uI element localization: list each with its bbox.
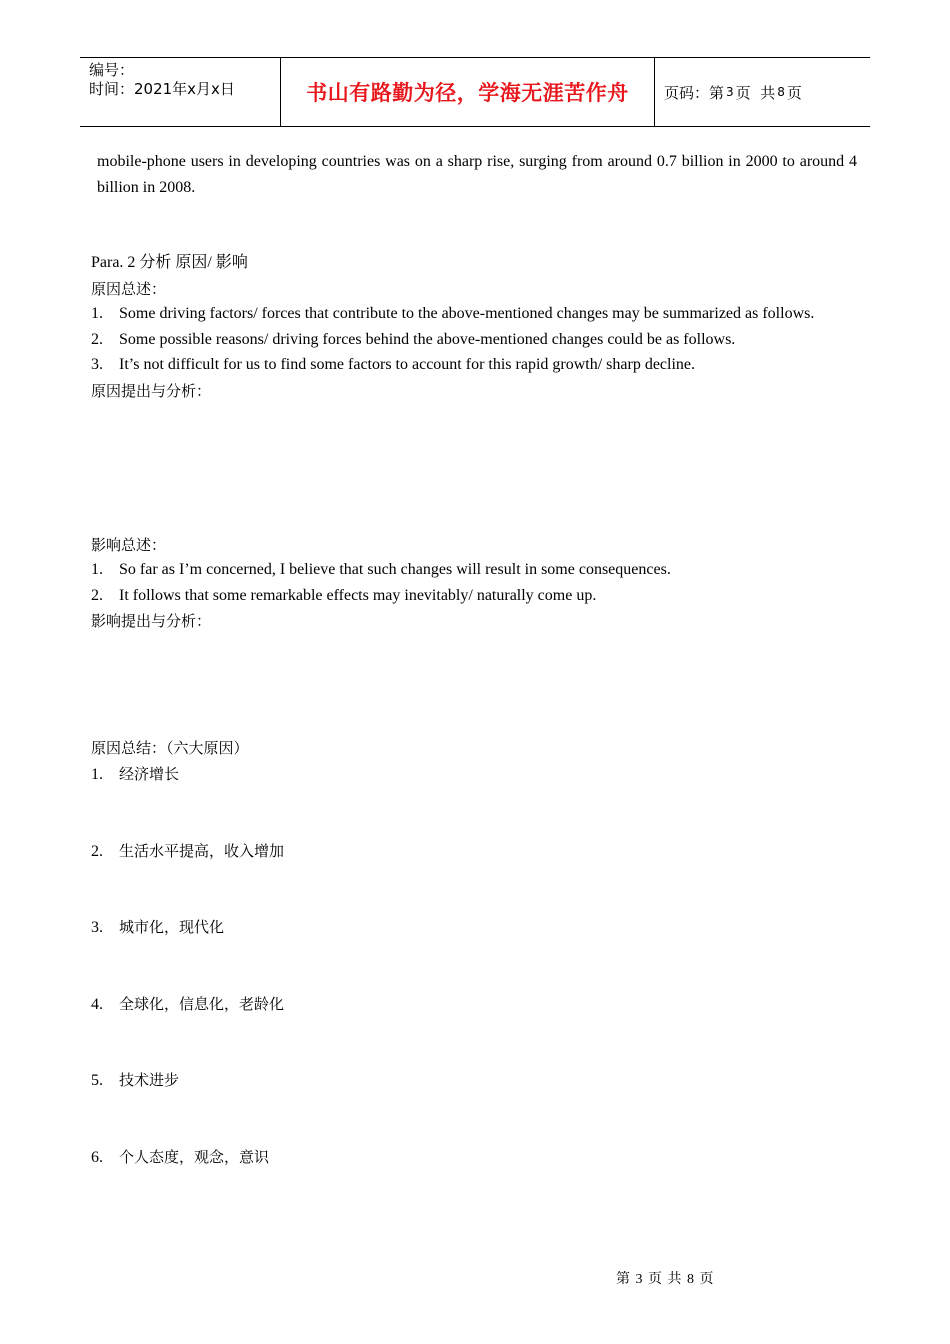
cause-item-text: 全球化，信息化，老龄化 [119,995,285,1013]
cause-item [91,1146,269,1169]
list-number: 3. [91,356,103,373]
cause-item-text: 技术进步 [119,1071,180,1089]
page-header [80,57,870,127]
list-number: 4. [91,996,103,1013]
cause-item-text: 经济增长 [119,765,180,783]
cause-item [91,840,284,863]
list-number: 5. [91,1072,103,1089]
list-number: 1. [91,305,103,322]
cause-item-text: 个人态度，观念，意识 [119,1148,270,1166]
page-suffix: 页 [786,83,802,102]
code-label: 编号： [89,61,135,79]
intro-paragraph: mobile-phone users in developing countries was on a sharp rise, surging from around 0.7 billion in 2000 to around 4 billion in 2008. [97,153,857,196]
cause-summary-item [91,354,695,376]
effect-analysis-title: 影响提出与分析： [91,612,212,630]
cause-item [91,1069,179,1092]
header-motto: 书山有路勤为径，学海无涯苦作舟 [281,58,655,126]
list-number: 2. [91,843,103,860]
list-number: 6. [91,1149,103,1166]
cause-summary-item [91,303,814,325]
cause-item [91,916,224,939]
cause-item [91,763,179,786]
effect-summary-title: 影响总述： [91,536,167,554]
effect-summary-text: It follows that some remarkable effects may inevitably/ naturally come up. [119,587,597,604]
list-number: 1. [91,561,103,578]
time-label: 时间：2021年x月x日 [89,80,235,98]
header-page-number [655,58,870,126]
cause-summary-text: Some driving factors/ forces that contribute to the above-mentioned changes may be summarized as follows. [119,305,815,322]
cause-summary-text: Some possible reasons/ driving forces behind the above-mentioned changes could be as follows. [119,331,736,348]
cause-summary-text: It’s not difficult for us to find some factors to account for this rapid growth/ sharp decline. [119,356,696,373]
header-meta [80,58,281,126]
page-prefix: 页码：第 [664,83,725,102]
cause-conclusion-title: 原因总结：（六大原因） [91,739,249,757]
list-number: 2. [91,587,103,604]
list-number: 1. [91,766,103,783]
page-mid: 页 共 [735,83,776,102]
page-current: 3 [726,85,734,99]
effect-summary-item [91,559,671,581]
cause-item [91,993,284,1016]
cause-analysis-title: 原因提出与分析： [91,382,212,400]
list-number: 3. [91,919,103,936]
page-total: 8 [777,85,785,99]
cause-item-text: 城市化，现代化 [119,918,225,936]
para2-title [91,252,248,274]
effect-summary-text: So far as I’m concerned, I believe that such changes will result in some consequences. [119,561,671,578]
cause-summary-title: 原因总述： [91,280,167,298]
list-number: 2. [91,331,103,348]
para2-title-text: Para. 2 分析 原因/ 影响 [91,254,248,271]
cause-summary-item [91,329,735,351]
effect-summary-item [91,585,596,607]
page-footer: 第 3 页 共 8 页 [616,1272,715,1287]
cause-item-text: 生活水平提高，收入增加 [119,842,285,860]
